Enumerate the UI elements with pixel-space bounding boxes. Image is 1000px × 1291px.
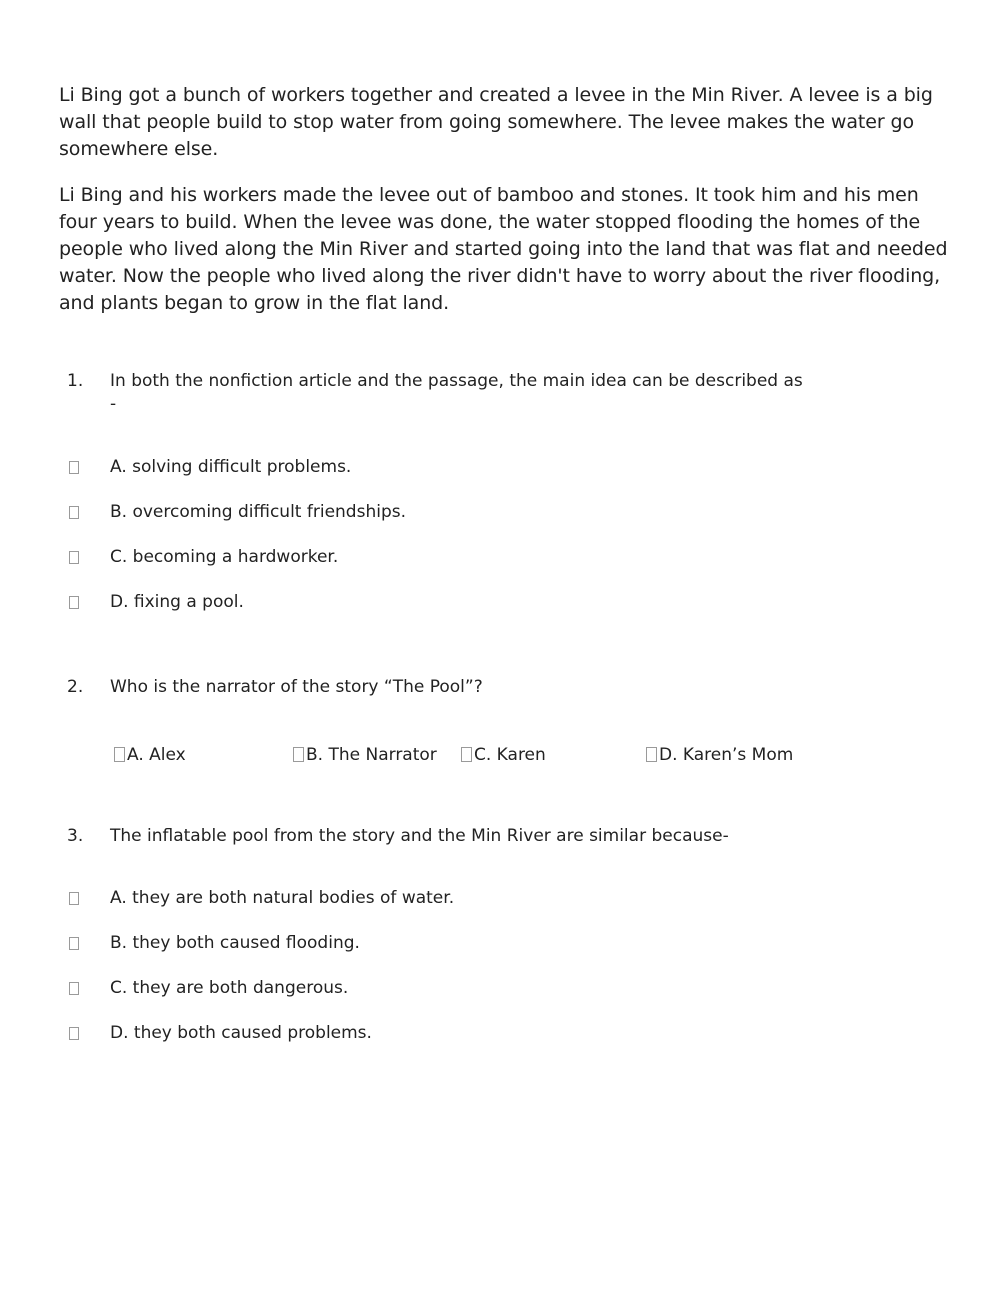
- question-text: Who is the narrator of the story “The Pool”?: [110, 677, 483, 697]
- option-1d[interactable]: [66, 591, 666, 613]
- option-label: D. they both caused problems.: [110, 1023, 372, 1043]
- question-number: 2.: [67, 677, 84, 697]
- passage-paragraph-1: Li Bing got a bunch of workers together and created a levee in the Min River. A levee is a big wall that people build to stop water from going somewhere. The levee makes the water go somewhere else.: [59, 84, 933, 160]
- question-number: 1.: [67, 371, 84, 391]
- question-text: The inflatable pool from the story and the Min River are similar because-: [110, 826, 729, 846]
- checkbox-icon[interactable]: [461, 747, 472, 762]
- option-1a[interactable]: [66, 456, 666, 478]
- checkbox-icon[interactable]: [69, 461, 79, 474]
- option-label: C. becoming a hardworker.: [110, 547, 339, 567]
- option-label: A. solving difficult problems.: [110, 457, 352, 477]
- question-1: [0, 370, 1000, 418]
- option-label: D. fixing a pool.: [110, 592, 244, 612]
- option-1c[interactable]: [66, 546, 666, 568]
- option-label: C. they are both dangerous.: [110, 978, 349, 998]
- option-label: A. they are both natural bodies of water.: [110, 888, 455, 908]
- checkbox-icon[interactable]: [293, 747, 304, 762]
- checkbox-icon[interactable]: [114, 747, 125, 762]
- option-label: B. overcoming difficult friendships.: [110, 502, 406, 522]
- checkbox-icon[interactable]: [69, 551, 79, 564]
- checkbox-icon[interactable]: [646, 747, 657, 762]
- checkbox-icon[interactable]: [69, 596, 79, 609]
- option-3a[interactable]: [66, 887, 666, 909]
- checkbox-icon[interactable]: [69, 892, 79, 905]
- question-text: In both the nonfiction article and the passage, the main idea can be described as -: [110, 371, 803, 414]
- option-label: D. Karen’s Mom: [659, 745, 794, 765]
- checkbox-icon[interactable]: [69, 982, 79, 995]
- option-label: B. The Narrator: [306, 745, 437, 765]
- checkbox-icon[interactable]: [69, 1027, 79, 1040]
- option-3c[interactable]: [66, 977, 666, 999]
- option-3d[interactable]: [66, 1022, 666, 1044]
- question-number: 3.: [67, 826, 84, 846]
- question-2: [0, 676, 1000, 700]
- option-label: B. they both caused flooding.: [110, 933, 360, 953]
- option-3b[interactable]: [66, 932, 666, 954]
- checkbox-icon[interactable]: [69, 937, 79, 950]
- checkbox-icon[interactable]: [69, 506, 79, 519]
- option-label: A. Alex: [127, 745, 186, 765]
- passage-paragraph-2: Li Bing and his workers made the levee out of bamboo and stones. It took him and his men four years to build. When the levee was done, the water stopped flooding the homes of the people who lived along the Min River and started going into the land that was flat and needed water. Now the people who lived along the river didn't have to worry about the river flooding, and plants began to grow in the flat land.: [59, 184, 948, 314]
- question-3: [0, 825, 1000, 849]
- option-1b[interactable]: [66, 501, 666, 523]
- option-label: C. Karen: [474, 745, 546, 765]
